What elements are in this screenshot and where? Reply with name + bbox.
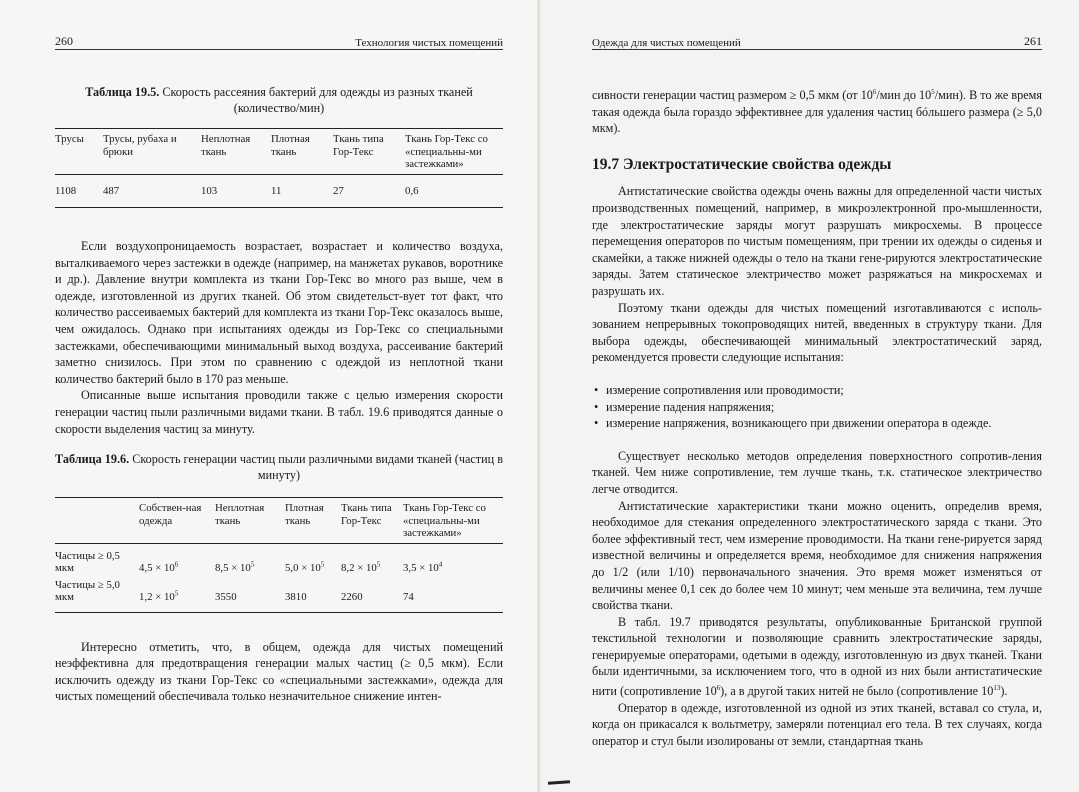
table-19-5-header: Ткань типа Гор-Текс	[333, 133, 384, 158]
list-item: • измерение напряжения, возникающего при движении оператора в одежде.	[592, 415, 1042, 432]
table-cell: $8,5 \times 10^5$	[215, 560, 255, 574]
table-19-6-header	[55, 498, 139, 544]
right-paragraph-5: В табл. 19.7 приводятся результаты, опубликованные Британской группой текстильной технологии и позволяющие сравнить электростатические заряды, генерируемые операторами, одетыми в одежду, изготовленную из двух тканей. Ткани были идентичными, за исключением того, что в одной из них были антистатические нити (сопротивление $10^6$), а в другой таких нитей не было (сопротивление $10^{13}$).	[592, 614, 1042, 699]
table-cell: 74	[403, 590, 414, 603]
right-running-title: Одежда для чистых помещений	[592, 37, 741, 49]
table-19-5-caption-text: Скорость рассеяния бактерий для одежды из разных тканей (количество/мин)	[162, 85, 473, 115]
right-paragraph-2: Поэтому ткани одежды для чистых помещений изготавливаются с исполь-зованием непрерывных токопроводящих нитей, введенных в структуру ткани. Для выбора одежды, обеспечивающей минимальный электростатический заряд, рекомендуется провести следующие испытания:	[592, 300, 1042, 365]
table-row	[55, 174, 503, 208]
table-19-5-header: Плотная ткань	[271, 133, 310, 158]
left-page-number: 260	[55, 34, 73, 48]
table-cell: 11	[271, 184, 282, 197]
table-19-5-caption	[55, 84, 503, 116]
table-cell: 3550	[215, 590, 237, 603]
right-paragraph-3: Существует несколько методов определения поверхностного сопротив-ления тканей. Чем ниже сопротивление, тем лучше ткань, т.к. статическое электричество легче отводится.	[592, 448, 1042, 496]
right-top-paragraph: сивности генерации частиц размером ≥ 0,5 мкм (от $10^6$/мин до $10^5/мин$). В то же время такая одежда была гораздо эффективнее для удаления частиц бóльшего размера (≥ 5,0 мкм).	[592, 88, 1042, 136]
table-cell: 2260	[341, 590, 363, 603]
table-row	[55, 577, 503, 613]
table-19-6-header: Ткань Гор-Текс со «специальны-ми застежками»	[403, 502, 486, 540]
table-cell: $4,5 \times 10^6$	[139, 560, 179, 574]
test-list	[592, 382, 1042, 432]
table-cell: $5,0 \times 10^5$	[285, 560, 325, 574]
table-19-6-header: Плотная ткань	[285, 502, 324, 527]
table-19-6-header-row	[55, 498, 503, 544]
table-19-5-label: Таблица 19.5.	[85, 85, 160, 99]
table-19-6-header: Ткань типа Гор-Текс	[341, 502, 392, 527]
table-cell: 487	[103, 184, 120, 197]
table-cell: 0,6	[405, 184, 419, 197]
left-paragraph-3: Интересно отметить, что, в общем, одежда для чистых помещений неэффективна для предотвращения генерации малых частиц (≥ 0,5 мкм). Если исключить одежду из ткани Гор-Текс со «специальными застежками», одежда для чистых помещений обеспечивала только незначительное снижение интен-	[55, 639, 503, 704]
left-content	[55, 84, 503, 705]
table-cell: $1,2 \times 10^5$	[139, 589, 179, 603]
right-paragraph-1: Антистатические свойства одежды очень важны для определенной части чистых производственных помещений, например, в микроэлектронной про-мышленности, где электростатические заряды могут разрушать микросхемы. В процессе перемещения операторов по чистым помещениям, при трении их одежды о сиденья и скамейки, а также нижней одежды о тело на ткани гене-рируются электростатические заряды. Затем статическое электричество может разряжаться на микросхемах и разрушать их.	[592, 184, 1042, 298]
table-row-label: Частицы ≥ 0,5 мкм	[55, 549, 120, 575]
list-item: • измерение сопротивления или проводимости;	[592, 382, 1042, 399]
right-page	[540, 0, 1079, 792]
table-19-6-header: Неплотная ткань	[215, 502, 265, 527]
left-paragraph-1: Если воздухопроницаемость возрастает, возрастает и количество воздуха, выталкиваемого через застежки в одежде (например, на манжетах рукавов, воротнике и др.). Давление внутри комплекта из ткани Гор-Текс во много раз выше, чем в одежде, изготовленной из других тканей. Об этом свидетельст-вует тот факт, что количество рассеиваемых бактерий для комплекта из ткани Гор-Текс оказалось выше, чем ожидалось. Однако при испытаниях одежды из Гор-Текс со специальными застежками, обеспечивающими минимальный выход воздуха, рассеивание бактерий заметно снизилось. При этом по сравнению с одеждой из неплотной ткани количество бактерий было в 170 раз меньше.	[55, 239, 503, 386]
table-19-6	[55, 497, 503, 613]
right-running-head	[592, 34, 1042, 50]
table-cell: 27	[333, 184, 344, 197]
table-cell: $8,2 \times 10^5$	[341, 560, 381, 574]
right-page-number: 261	[1024, 34, 1042, 48]
table-19-5-header: Неплотная ткань	[201, 133, 251, 158]
table-19-5-header-row	[55, 129, 503, 175]
list-item: • измерение падения напряжения;	[592, 399, 1042, 416]
left-running-head	[55, 34, 503, 50]
table-cell: 3810	[285, 590, 307, 603]
table-19-6-header: Собствен-ная одежда	[139, 502, 202, 527]
table-row	[55, 543, 503, 577]
table-row-label: Частицы ≥ 5,0 мкм	[55, 578, 120, 604]
table-19-5-header: Трусы	[55, 133, 84, 145]
right-content	[592, 84, 1042, 750]
table-cell: 103	[201, 184, 218, 197]
left-paragraph-2: Описанные выше испытания проводили также с целью измерения скорости генерации частиц пыли различными видами ткани. В табл. 19.6 приводятся данные о скорости выделения частиц за минуту.	[55, 388, 503, 436]
table-19-6-label: Таблица 19.6.	[55, 452, 130, 467]
table-19-5	[55, 128, 503, 208]
table-19-5-header: Трусы, рубаха и брюки	[103, 133, 177, 158]
table-19-6-caption	[55, 451, 503, 483]
table-19-6-caption-text: Скорость генерации частиц пыли различными видами тканей (частиц в минуту)	[132, 452, 503, 483]
table-cell: 1108	[55, 184, 77, 197]
left-running-title: Технология чистых помещений	[355, 37, 503, 49]
section-heading: 19.7 Электростатические свойства одежды	[592, 155, 892, 173]
right-paragraph-6: Оператор в одежде, изготовленной из одной из этих тканей, вставал со стула, и, когда он прикасался к вольтметру, замеряли потенциал его тела. В тех случаях, когда оператор и стул были изолированы от земли, стандартная ткань	[592, 700, 1042, 748]
right-paragraph-4: Антистатические характеристики ткани можно оценить, определив время, необходимое для стекания определенного электростатического заряда с ткани. Это более эффективный тест, чем измерение проводимости. На ткани гене-рируется заряд известной величины и определяется время, необходимое для снижения напряжения до 1/2 (или 1/10) первоначального значения. Это время может изменяться от величины менее 0,1 сек до более чем 10 минут; чем меньше эта величина, тем лучше свойства ткани.	[592, 498, 1042, 613]
table-19-5-header: Ткань Гор-Текс со «специальны-ми застежками»	[405, 133, 488, 170]
table-cell: $3,5 \times 10^4$	[403, 560, 443, 574]
